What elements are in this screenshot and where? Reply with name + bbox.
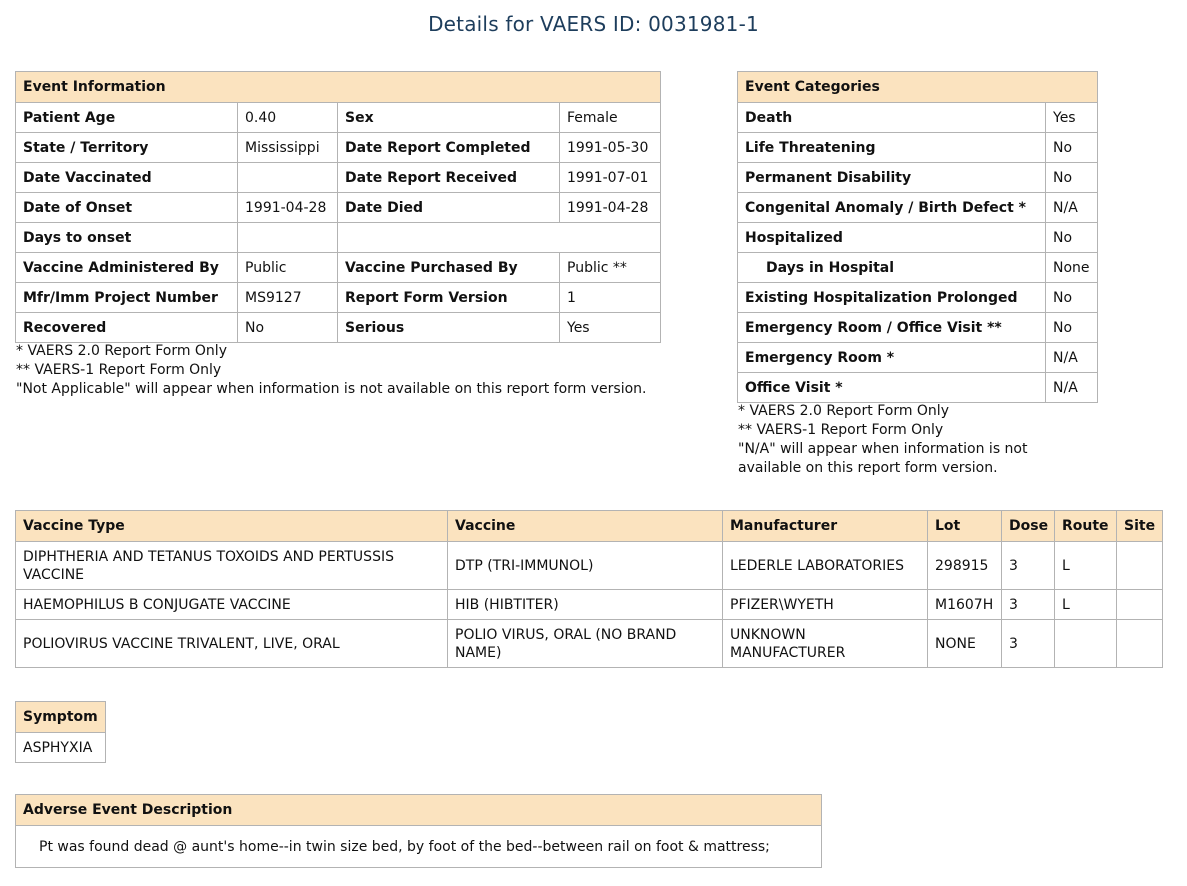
event-category-row — [738, 253, 1098, 283]
field-value: 1991-05-30 — [560, 133, 661, 163]
vaccine-column-header: Vaccine Type — [16, 511, 448, 542]
symptom-table — [15, 701, 106, 763]
field-label: Date Died — [338, 193, 560, 223]
vaccine-cell: HIB (HIBTITER) — [448, 590, 723, 620]
event-information-row — [16, 283, 661, 313]
event-category-row — [738, 133, 1098, 163]
vaccine-cell: PFIZER\WYETH — [723, 590, 928, 620]
event-information-row — [16, 313, 661, 343]
field-label: Recovered — [16, 313, 238, 343]
category-value: No — [1046, 223, 1098, 253]
symptom-header: Symptom — [16, 702, 106, 733]
vaccine-column-header: Site — [1117, 511, 1163, 542]
event-categories-notes — [738, 402, 1028, 478]
field-value: No — [238, 313, 338, 343]
vaccine-cell: NONE — [928, 620, 1002, 668]
vaccine-cell: 3 — [1002, 590, 1055, 620]
category-label: Emergency Room / Office Visit ** — [738, 313, 1046, 343]
note-line: ** VAERS-1 Report Form Only — [738, 422, 944, 438]
event-information-notes — [16, 342, 647, 399]
event-category-row — [738, 313, 1098, 343]
adverse-event-description-header: Adverse Event Description — [16, 795, 822, 826]
event-categories-table — [737, 71, 1098, 403]
field-label: Patient Age — [16, 103, 238, 133]
vaccine-cell — [1055, 620, 1117, 668]
vaccine-column-header: Lot — [928, 511, 1002, 542]
note-line: * VAERS 2.0 Report Form Only — [738, 403, 949, 419]
vaccine-table — [15, 510, 1163, 668]
field-label: Date Report Completed — [338, 133, 560, 163]
field-value — [238, 223, 338, 253]
field-value — [238, 163, 338, 193]
vaccine-cell: LEDERLE LABORATORIES — [723, 542, 928, 590]
field-value: Public — [238, 253, 338, 283]
category-value: No — [1046, 163, 1098, 193]
note-line: available on this report form version. — [738, 460, 998, 476]
field-value: 1 — [560, 283, 661, 313]
field-value: 1991-07-01 — [560, 163, 661, 193]
vaccine-cell: 3 — [1002, 620, 1055, 668]
category-value: No — [1046, 313, 1098, 343]
note-line: "N/A" will appear when information is not — [738, 441, 1028, 457]
field-value: Mississippi — [238, 133, 338, 163]
vaccine-cell — [1117, 542, 1163, 590]
symptom-item: ASPHYXIA — [16, 733, 106, 763]
category-label: Life Threatening — [738, 133, 1046, 163]
vaccine-column-header: Dose — [1002, 511, 1055, 542]
event-information-table — [15, 71, 661, 343]
field-label: Date Report Received — [338, 163, 560, 193]
vaccine-column-header: Route — [1055, 511, 1117, 542]
field-label: Serious — [338, 313, 560, 343]
field-label: Report Form Version — [338, 283, 560, 313]
vaccine-column-header: Manufacturer — [723, 511, 928, 542]
category-value: No — [1046, 283, 1098, 313]
adverse-event-description-table — [15, 794, 822, 868]
category-value: None — [1046, 253, 1098, 283]
field-value: MS9127 — [238, 283, 338, 313]
vaccine-cell — [1117, 620, 1163, 668]
category-label: Permanent Disability — [738, 163, 1046, 193]
table-row — [16, 620, 1163, 668]
category-value: Yes — [1046, 103, 1098, 133]
vaccine-cell: UNKNOWN MANUFACTURER — [723, 620, 928, 668]
event-category-row — [738, 373, 1098, 403]
field-label: Mfr/Imm Project Number — [16, 283, 238, 313]
vaccine-cell: POLIO VIRUS, ORAL (NO BRAND NAME) — [448, 620, 723, 668]
vaccine-cell: POLIOVIRUS VACCINE TRIVALENT, LIVE, ORAL — [16, 620, 448, 668]
note-line: ** VAERS-1 Report Form Only — [16, 362, 222, 378]
category-value: N/A — [1046, 193, 1098, 223]
field-label: State / Territory — [16, 133, 238, 163]
vaccine-cell — [1117, 590, 1163, 620]
event-category-row — [738, 343, 1098, 373]
category-value: N/A — [1046, 373, 1098, 403]
page-title: Details for VAERS ID: 0031981-1 — [428, 12, 759, 36]
category-value: N/A — [1046, 343, 1098, 373]
vaccine-cell: 298915 — [928, 542, 1002, 590]
note-line: "Not Applicable" will appear when information is not available on this report form version. — [16, 381, 647, 397]
event-information-row — [16, 223, 661, 253]
field-value: Public ** — [560, 253, 661, 283]
field-label: Vaccine Purchased By — [338, 253, 560, 283]
event-information-row — [16, 253, 661, 283]
category-label: Existing Hospitalization Prolonged — [738, 283, 1046, 313]
note-line: * VAERS 2.0 Report Form Only — [16, 343, 227, 359]
adverse-event-description-text: Pt was found dead @ aunt's home--in twin size bed, by foot of the bed--between rail on foot & mattress; — [16, 826, 822, 868]
vaccine-cell: HAEMOPHILUS B CONJUGATE VACCINE — [16, 590, 448, 620]
field-label: Date Vaccinated — [16, 163, 238, 193]
event-category-row — [738, 163, 1098, 193]
field-label: Vaccine Administered By — [16, 253, 238, 283]
category-label: Emergency Room * — [738, 343, 1046, 373]
event-information-row — [16, 163, 661, 193]
event-categories-header: Event Categories — [738, 72, 1098, 103]
category-value: No — [1046, 133, 1098, 163]
table-row — [16, 542, 1163, 590]
event-information-header: Event Information — [16, 72, 661, 103]
field-label: Date of Onset — [16, 193, 238, 223]
field-value: Yes — [560, 313, 661, 343]
field-label: Sex — [338, 103, 560, 133]
event-information-row — [16, 103, 661, 133]
vaccine-cell: L — [1055, 590, 1117, 620]
vaccine-cell: 3 — [1002, 542, 1055, 590]
event-category-row — [738, 283, 1098, 313]
category-label: Office Visit * — [738, 373, 1046, 403]
table-row — [16, 590, 1163, 620]
event-category-row — [738, 193, 1098, 223]
field-label: Days to onset — [16, 223, 238, 253]
vaccine-cell: M1607H — [928, 590, 1002, 620]
event-category-row — [738, 103, 1098, 133]
event-information-row — [16, 193, 661, 223]
field-value: 0.40 — [238, 103, 338, 133]
event-information-row — [16, 133, 661, 163]
field-value: Female — [560, 103, 661, 133]
field-empty — [338, 223, 661, 253]
vaccine-column-header: Vaccine — [448, 511, 723, 542]
vaccine-cell: DIPHTHERIA AND TETANUS TOXOIDS AND PERTUSSIS VACCINE — [16, 542, 448, 590]
category-label: Congenital Anomaly / Birth Defect * — [738, 193, 1046, 223]
event-category-row — [738, 223, 1098, 253]
field-value: 1991-04-28 — [560, 193, 661, 223]
category-label: Days in Hospital — [738, 253, 1046, 283]
category-label: Hospitalized — [738, 223, 1046, 253]
field-value: 1991-04-28 — [238, 193, 338, 223]
category-label: Death — [738, 103, 1046, 133]
vaccine-cell: DTP (TRI-IMMUNOL) — [448, 542, 723, 590]
vaccine-cell: L — [1055, 542, 1117, 590]
